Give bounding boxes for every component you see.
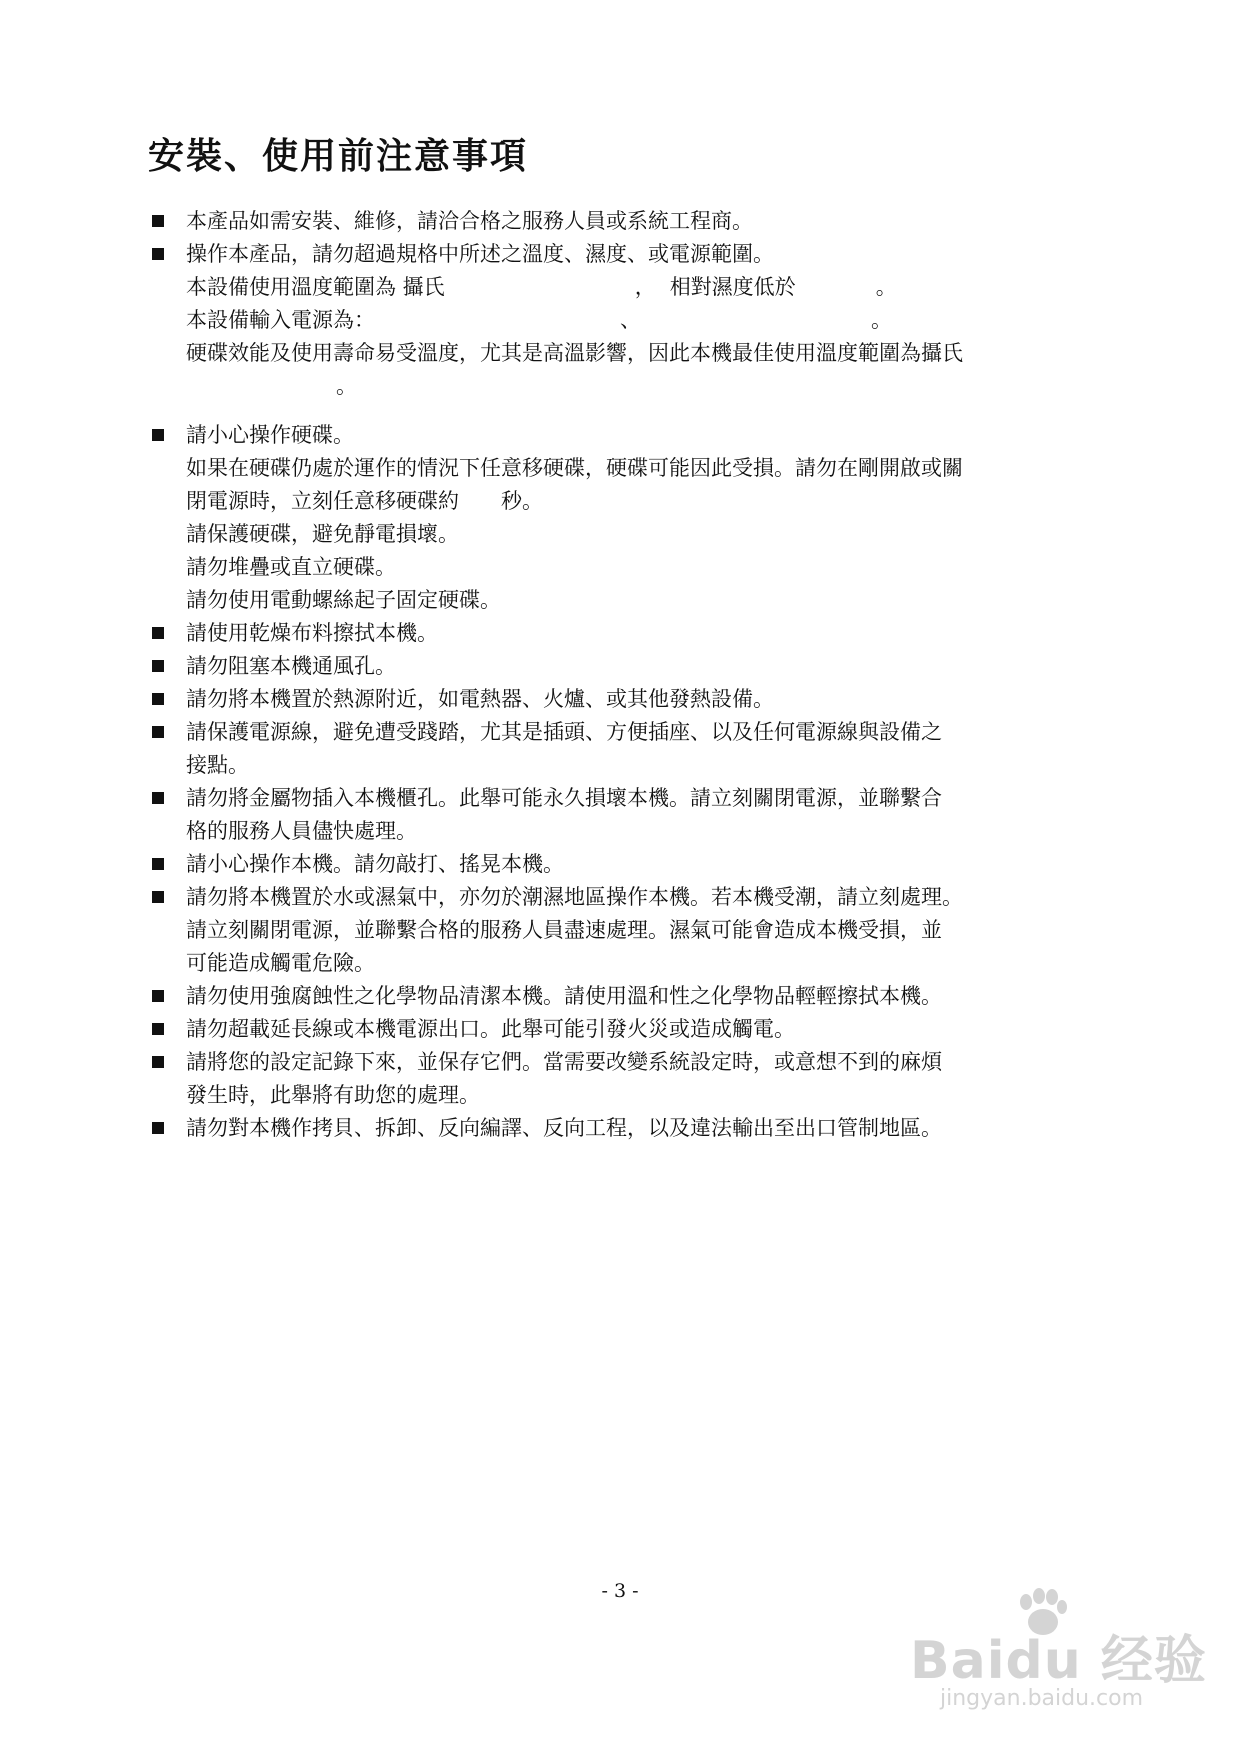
square-bullet-icon — [152, 660, 164, 672]
notice-line: 請勿將本機置於水或濕氣中，亦勿於潮濕地區操作本機。若本機受潮，請立刻處理。 — [186, 885, 963, 909]
square-bullet-icon — [152, 858, 164, 870]
page-title: 安裝、使用前注意事項 — [148, 135, 529, 177]
notice-line: 接點。 — [186, 753, 249, 777]
spec-separator: ， — [634, 275, 656, 299]
notice-line: 請勿超載延長線或本機電源出口。此舉可能引發火災或造成觸電。 — [186, 1017, 795, 1041]
spec-end: 。 — [875, 275, 897, 299]
notice-list — [150, 205, 1095, 1145]
square-bullet-icon — [152, 429, 164, 441]
notice-line: 請小心操作本機。請勿敲打、搖晃本機。 — [186, 852, 564, 876]
notice-item — [150, 205, 1095, 238]
square-bullet-icon — [152, 792, 164, 804]
square-bullet-icon — [152, 891, 164, 903]
notice-line: 請小心操作硬碟。 — [186, 423, 354, 447]
notice-item — [150, 419, 1095, 617]
power-spec — [186, 304, 1095, 337]
square-bullet-icon — [152, 1122, 164, 1134]
square-bullet-icon — [152, 627, 164, 639]
square-bullet-icon — [152, 215, 164, 227]
square-bullet-icon — [152, 1023, 164, 1035]
notice-line: 發生時，此舉將有助您的處理。 — [186, 1083, 480, 1107]
humidity-label: 相對濕度低於 — [669, 275, 796, 299]
notice-line: 請勿使用強腐蝕性之化學物品清潔本機。請使用溫和性之化學物品輕輕擦拭本機。 — [186, 984, 942, 1008]
notice-item — [150, 881, 1095, 980]
hdd-temperature-note: 硬碟效能及使用壽命易受溫度，尤其是高溫影響，因此本機最佳使用溫度範圍為攝氏 — [186, 341, 963, 365]
notice-item — [150, 716, 1095, 782]
notice-item — [150, 1112, 1095, 1145]
notice-line: 請勿阻塞本機通風孔。 — [186, 654, 396, 678]
notice-line: 如果在硬碟仍處於運作的情況下任意移硬碟，硬碟可能因此受損。請勿在剛開啟或關 — [186, 456, 963, 480]
notice-line: 請將您的設定記錄下來，並保存它們。當需要改變系統設定時，或意想不到的麻煩 — [186, 1050, 942, 1074]
page-number: - 3 - — [601, 1580, 639, 1602]
notice-item — [150, 980, 1095, 1013]
notice-item — [150, 650, 1095, 683]
temperature-spec — [186, 271, 1095, 304]
square-bullet-icon — [152, 248, 164, 260]
spec-separator: 、 — [620, 308, 641, 332]
notice-line: 請保護硬碟，避免靜電損壞。 — [186, 522, 459, 546]
square-bullet-icon — [152, 1056, 164, 1068]
notice-item — [150, 617, 1095, 650]
notice-line: 請立刻關閉電源，並聯繫合格的服務人員盡速處理。濕氣可能會造成本機受損，並 — [186, 918, 942, 942]
notice-item — [150, 1013, 1095, 1046]
temperature-label: 本設備使用溫度範圍為 攝氏 — [186, 275, 445, 299]
notice-line: 請勿堆疊或直立硬碟。 — [186, 555, 396, 579]
notice-line: 請使用乾燥布料擦拭本機。 — [186, 621, 438, 645]
notice-item — [150, 1046, 1095, 1112]
watermark-url: jingyan.baidu.com — [940, 1686, 1144, 1711]
square-bullet-icon — [152, 990, 164, 1002]
notice-line: 閉電源時，立刻任意移硬碟約 秒。 — [186, 489, 543, 513]
notice-item — [150, 782, 1095, 848]
watermark — [900, 1588, 1207, 1728]
hdd-note-end: 。 — [336, 374, 357, 398]
notice-line: 請勿將本機置於熱源附近，如電熱器、火爐、或其他發熱設備。 — [186, 687, 774, 711]
notice-line: 本產品如需安裝、維修，請洽合格之服務人員或系統工程商。 — [186, 209, 753, 233]
notice-line: 請保護電源線，避免遭受踐踏，尤其是插頭、方便插座、以及任何電源線與設備之 — [186, 720, 942, 744]
notice-line: 請勿將金屬物插入本機櫃孔。此舉可能永久損壞本機。請立刻關閉電源，並聯繫合 — [186, 786, 942, 810]
square-bullet-icon — [152, 693, 164, 705]
notice-item — [150, 848, 1095, 881]
watermark-logo: Baidu 经验 — [910, 1631, 1207, 1691]
notice-line: 請勿對本機作拷貝、拆卸、反向編譯、反向工程，以及違法輸出至出口管制地區。 — [186, 1116, 942, 1140]
notice-line: 請勿使用電動螺絲起子固定硬碟。 — [186, 588, 501, 612]
square-bullet-icon — [152, 726, 164, 738]
notice-item — [150, 238, 1095, 403]
notice-line: 格的服務人員儘快處理。 — [186, 819, 417, 843]
notice-line: 操作本產品，請勿超過規格中所述之溫度、濕度、或電源範圍。 — [186, 242, 774, 266]
notice-line: 可能造成觸電危險。 — [186, 951, 375, 975]
power-label: 本設備輸入電源為： — [186, 308, 375, 332]
spec-end: 。 — [871, 308, 892, 332]
notice-item — [150, 683, 1095, 716]
